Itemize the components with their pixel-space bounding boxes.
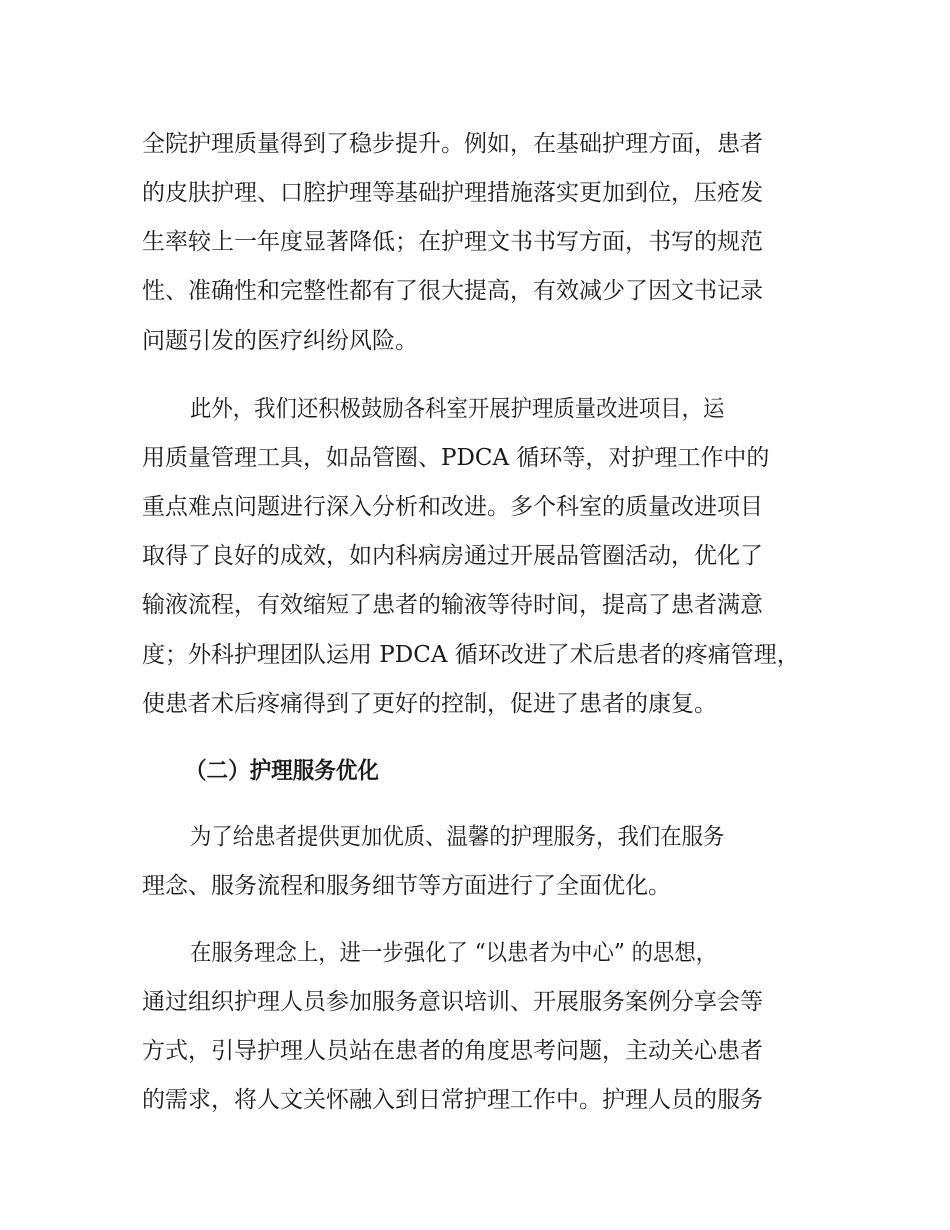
text-line: 使患者术后疼痛得到了更好的控制，促进了患者的康复。 xyxy=(142,691,717,717)
text-line: 重点难点问题进行深入分析和改进。多个科室的质量改进项目 xyxy=(142,494,763,520)
text-line: 度；外科护理团队运用 PDCA 循环改进了术后患者的疼痛管理， xyxy=(142,642,800,668)
text-line: 性、准确性和完整性都有了很大提高，有效减少了因文书记录 xyxy=(142,278,763,304)
text-line: 的需求，将人文关怀融入到日常护理工作中。护理人员的服务 xyxy=(142,1087,763,1113)
text-line: 输液流程，有效缩短了患者的输液等待时间，提高了患者满意 xyxy=(142,592,763,618)
text-line: 生率较上一年度显著降低；在护理文书书写方面，书写的规范 xyxy=(142,229,763,255)
text-line: 问题引发的医疗纠纷风险。 xyxy=(142,328,418,354)
text-line: 的皮肤护理、口腔护理等基础护理措施落实更加到位，压疮发 xyxy=(142,180,763,206)
text-line: 理念、服务流程和服务细节等方面进行了全面优化。 xyxy=(142,873,671,899)
text-line: 全院护理质量得到了稳步提升。例如，在基础护理方面，患者 xyxy=(142,131,763,157)
text-line: 在服务理念上，进一步强化了 “以患者为中心” 的思想， xyxy=(190,940,718,966)
text-line: 此外，我们还积极鼓励各科室开展护理质量改进项目，运 xyxy=(190,396,725,422)
text-line: 通过组织护理人员参加服务意识培训、开展服务案例分享会等 xyxy=(142,989,763,1015)
text-line: 取得了良好的成效，如内科病房通过开展品管圈活动，优化了 xyxy=(142,543,763,569)
section-heading: （二）护理服务优化 xyxy=(185,758,379,784)
text-line: 用质量管理工具，如品管圈、PDCA 循环等，对护理工作中的 xyxy=(142,445,770,471)
text-line: 方式，引导护理人员站在患者的角度思考问题，主动关心患者 xyxy=(142,1038,763,1064)
text-line: 为了给患者提供更加优质、温馨的护理服务，我们在服务 xyxy=(190,824,725,850)
